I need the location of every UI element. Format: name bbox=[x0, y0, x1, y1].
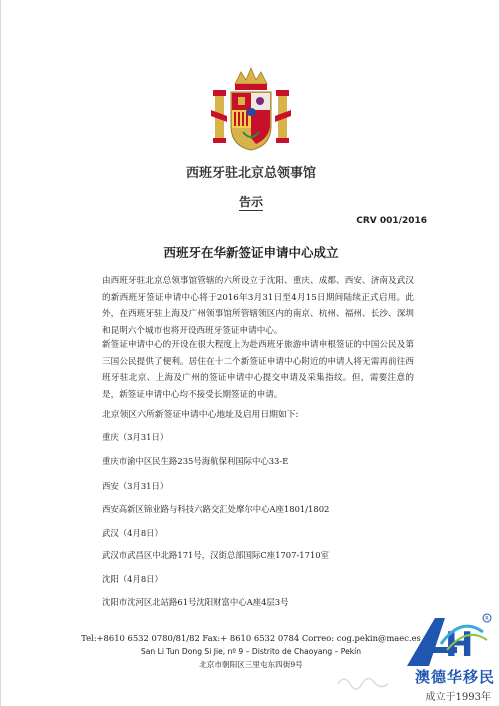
adh-logo-icon bbox=[401, 610, 493, 670]
center-city-shenyang: 沈阳（4月8日） bbox=[102, 574, 163, 584]
paragraph-intro: 由西班牙驻北京总领事馆管辖的六所设立于沈阳、重庆、成都、西安、济南及武汉的新西班牙签证申请中心将于2016年3月31日至4月15日期间陆续正式启用。此外，在西班牙驻上海及广州领事馆所管辖领区内的南京、杭州、福州、长沙、深圳和昆明六个城市也将开设西班牙签证申请中心。 bbox=[102, 276, 414, 336]
center-city-xian: 西安（3月31日） bbox=[102, 481, 169, 491]
document-headline: 西班牙在华新签证申请中心成立 bbox=[163, 245, 339, 260]
center-address-wuhan: 武汉市武昌区中北路171号，汉街总部国际C座1707-1710室 bbox=[102, 550, 329, 560]
spanish-coat-of-arms-icon bbox=[211, 66, 291, 152]
center-city-wuhan: 武汉（4月8日） bbox=[102, 528, 163, 538]
notice-title-text: 告示 bbox=[238, 195, 263, 209]
center-address-chongqing: 重庆市渝中区民生路235号海航保利国际中心33-E bbox=[102, 456, 289, 466]
notice-title bbox=[1, 193, 500, 210]
brand-name: 澳德华移民 bbox=[414, 668, 495, 686]
centers-intro: 北京领区六所新签证申请中心地址及启用日期如下: bbox=[102, 410, 299, 420]
footer-address-cn: 北京市朝阳区三里屯东四街9号 bbox=[199, 660, 303, 669]
center-address-shenyang: 沈阳市沈河区北站路61号沈阳财富中心A座4层3号 bbox=[102, 597, 289, 607]
svg-text:H: H bbox=[445, 625, 474, 665]
consulate-name: 西班牙驻北京总领事馆 bbox=[185, 166, 316, 181]
footer-address-latin: San Li Tun Dong Si Jie, nº 9 – Distrito de Chaoyang – Pekín bbox=[140, 647, 362, 656]
brand-since: 成立于1993年 bbox=[425, 692, 491, 703]
paragraph-benefits: 新签证申请中心的开设在很大程度上为赴西班牙旅游申请申根签证的中国公民及第三国公民提供了便利。居住在十二个新签证申请中心附近的申请人将无需再前往西班牙驻北京、上海及广州的签证申请中心提交申请及采集指纹。但，需要注意的是，新签证申请中心均不接受长期签证的申请。 bbox=[102, 340, 414, 400]
center-city-chongqing: 重庆（3月31日） bbox=[102, 432, 169, 442]
svg-text:R: R bbox=[485, 616, 489, 622]
footer-contact: Tel:+8610 6532 0780/81/82 Fax:+ 8610 6532 0784 Correo: cog.pekin@maec.es bbox=[81, 633, 421, 643]
center-address-xian: 西安高新区锦业路与科技六路交汇处摩尔中心A座1801/1802 bbox=[102, 504, 330, 514]
watermark-icon bbox=[334, 670, 394, 690]
reference-number: CRV 001/2016 bbox=[356, 216, 427, 226]
